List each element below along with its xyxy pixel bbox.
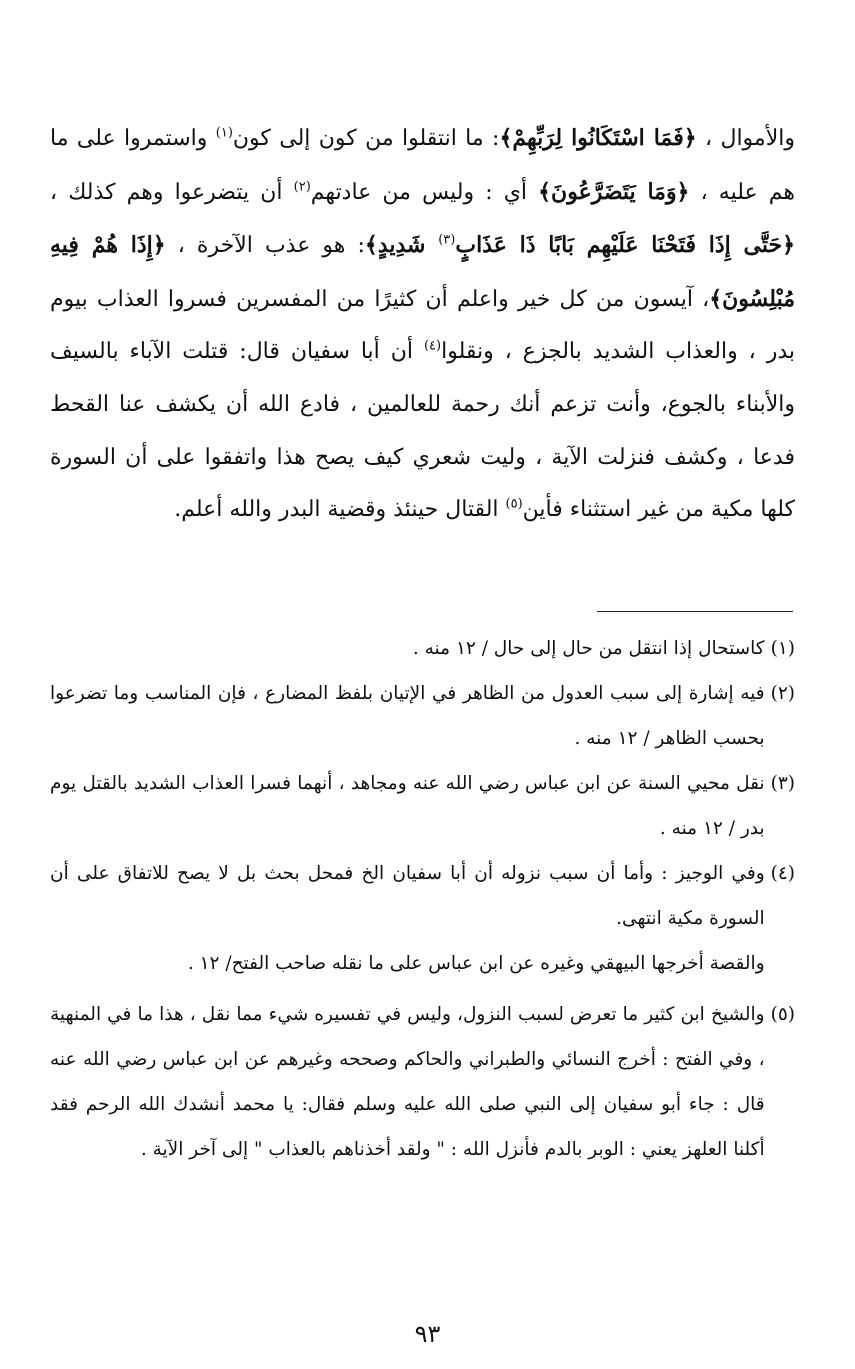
quran-verse: ﴿إِذَا هُمْ فِيهِ مُبْلِسُونَ﴾ [50, 232, 795, 312]
footnote-2 [50, 671, 795, 761]
footnotes [50, 626, 795, 1172]
footnote-number: (٤) [770, 863, 795, 884]
footnote-ref[interactable]: (١) [215, 125, 233, 141]
footnote-number: (٣) [770, 773, 795, 794]
text-run: أي : وليس من عادتهم [310, 179, 539, 205]
main-text [50, 112, 795, 537]
footnote-number: (٢) [770, 683, 795, 704]
text-run: ، آيسون من كل خير واعلم أن كثيرًا من المفسرين فسروا العذاب بيوم بدر ، والعذاب الشديد بالجزع ، ونقلوا [50, 286, 796, 365]
footnote-ref[interactable]: (٢) [293, 179, 311, 195]
page-number: ٩٣ [414, 1320, 441, 1348]
footnote-ref[interactable]: (٣) [438, 232, 456, 248]
footnote-text: فيه إشارة إلى سبب العدول من الظاهر في الإتيان بلفظ المضارع ، فإن المناسب وما تضرعوا بحسب الظاهر / ١٢ منه . [50, 683, 765, 749]
text-run: أن أبا سفيان قال: قتلت الآباء بالسيف والأبناء بالجوع، وأنت تزعم أنك رحمة للعالمين ، فادع الله أن يكشف عنا القحط فدعا ، وكشف فنزلت الآية ، وليت شعري كيف يصح هذا واتفقوا على أن السورة كلها مكية من غير استثناء فأين [50, 339, 795, 523]
footnote-text: كاستحال إذا انتقل من حال إلى حال / ١٢ منه . [412, 638, 765, 659]
text-run: القتال حينئذ وقضية البدر والله أعلم. [174, 497, 506, 523]
footnote-ref[interactable]: (٥) [505, 496, 523, 512]
footnote-text: نقل محيي السنة عن ابن عباس رضي الله عنه ومجاهد ، أنهما فسرا العذاب الشديد بالقتل يوم بدر / ١٢ منه . [50, 773, 765, 839]
footnote-text: وفي الوجيز : وأما أن سبب نزوله أن أبا سفيان الخ فمحل بحث بل لا يصح للاتفاق على أن السورة مكية انتهى. [50, 863, 765, 929]
text-run: : هو عذب الآخرة ، [165, 233, 365, 259]
footnote-text-continued: والقصة أخرجها البيهقي وغيره عن ابن عباس على ما نقله صاحب الفتح/ ١٢ . [187, 953, 765, 974]
quran-verse: ﴿حَتَّى إِذَا فَتَحْنَا عَلَيْهِم بَابًا ذَا عَذَابٍ [455, 232, 795, 259]
quran-verse: شَدِيدٍ﴾ [364, 232, 439, 259]
quran-verse: ﴿فَمَا اسْتَكَانُوا لِرَبِّهِمْ﴾ [499, 125, 697, 151]
footnote-5 [50, 992, 795, 1172]
footnote-number: (١) [770, 638, 795, 659]
text-run: أن يتضرعوا وهم كذلك ، [50, 179, 294, 205]
text-run: : ما انتقلوا من كون إلى كون [232, 126, 500, 151]
footnote-1 [50, 626, 795, 671]
quran-verse: ﴿وَمَا يَتَضَرَّعُونَ﴾ [538, 178, 690, 205]
footnote-text: والشيخ ابن كثير ما تعرض لسبب النزول، وليس في تفسيره شيء مما نقل ، هذا ما في المنهية ، وفي الفتح : أخرج النسائي والطبراني والحاكم وصححه وغيرهم عن ابن عباس رضي الله عنه قال : جاء أبو سفيان إلى النبي صلى الله عليه وسلم فقال: يا محمد أنشدك الله الرحم فقد أكلنا العلهز يعني : الوبر بالدم فأنزل الله : " ولقد أخذناهم بالعذاب " إلى آخر الآية . [50, 1004, 765, 1160]
footnote-3 [50, 761, 795, 851]
footnote-body [50, 851, 765, 986]
main-paragraph [50, 112, 795, 537]
text-run: واستمروا على ما هم عليه ، [50, 126, 795, 205]
footnote-4 [50, 851, 795, 986]
footnote-number: (٥) [770, 1004, 795, 1025]
text-run: والأموال ، [696, 126, 795, 151]
footnote-ref[interactable]: (٤) [423, 339, 442, 355]
footnote-separator [597, 611, 793, 612]
